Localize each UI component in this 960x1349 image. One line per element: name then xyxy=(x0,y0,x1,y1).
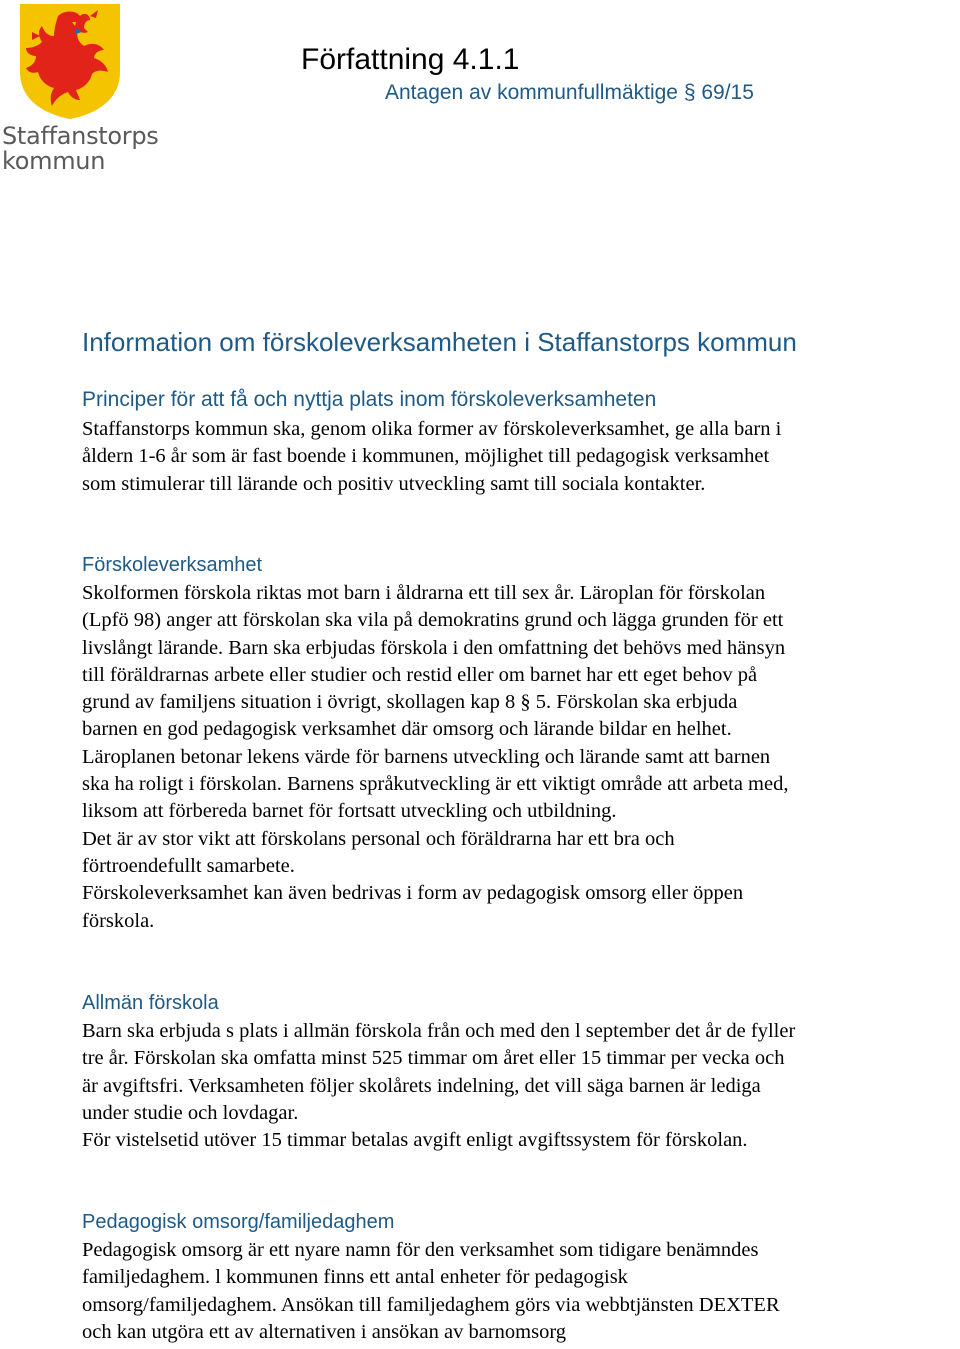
text-line: till föräldrarnas arbete eller studier och restid eller om barnet har ett eget behov på xyxy=(82,663,758,686)
text-line: Skolformen förskola riktas mot barn i åldrarna ett till sex år. Läroplan för förskolan xyxy=(82,582,766,604)
text-line: barnen en god pedagogisk verksamhet där omsorg och lärande bildar en helhet. xyxy=(82,718,732,741)
municipality-name-line2: kommun xyxy=(2,147,106,175)
text-line: och kan utgöra ett av alternativen i ansökan av barnomsorg xyxy=(82,1320,567,1343)
general-preschool-paragraph xyxy=(82,1018,795,1154)
text-line: under studie och lovdagar. xyxy=(82,1101,299,1124)
text-line: Pedagogisk omsorg är ett nyare namn för den verksamhet som tidigare benämndes xyxy=(82,1239,759,1261)
text-line: tre år. Förskolan ska omfatta minst 525 timmar om året eller 15 timmar per vecka och xyxy=(82,1047,785,1070)
family-daycare-heading: Pedagogisk omsorg/familjedaghem xyxy=(82,1211,395,1233)
municipality-name-line1: Staffanstorps xyxy=(2,122,159,150)
text-line: grund av familjens situation i övrigt, skollagen kap 8 § 5. Förskolan ska erbjuda xyxy=(82,691,738,714)
document-number: Författning 4.1.1 xyxy=(301,43,520,76)
municipality-name xyxy=(2,124,158,174)
adoption-note: Antagen av kommunfullmäktige § 69/15 xyxy=(385,81,754,104)
preschool-activity-paragraph xyxy=(82,580,788,935)
page-title: Information om förskoleverksamheten i Staffanstorps kommun xyxy=(82,327,797,357)
text-line: Förskoleverksamhet kan även bedrivas i form av pedagogisk omsorg eller öppen xyxy=(82,882,744,905)
griffin-shield-icon xyxy=(18,2,122,120)
preschool-activity-heading: Förskoleverksamhet xyxy=(82,554,263,576)
text-line: (Lpfö 98) anger att förskolan ska vila på demokratins grund och lägga grunden för ett xyxy=(82,609,784,632)
text-line: Det är av stor vikt att förskolans personal och föräldrarna har ett bra och xyxy=(82,827,675,850)
principles-heading: Principer för att få och nyttja plats inom förskoleverksamheten xyxy=(82,388,657,411)
text-line: som stimulerar till lärande och positiv utveckling samt till sociala kontakter. xyxy=(82,472,706,495)
text-line: För vistelsetid utöver 15 timmar betalas avgift enligt avgiftssystem för förskolan. xyxy=(82,1129,748,1152)
text-line: liksom att förbereda barnet för fortsatt utveckling och utbildning. xyxy=(82,800,617,823)
municipality-logo xyxy=(0,2,159,177)
text-line: livslångt lärande. Barn ska erbjudas förskola i den omfattning det behövs med hänsyn xyxy=(82,636,786,659)
text-line: ska ha roligt i förskolan. Barnens språkutveckling är ett viktigt område att arbeta med, xyxy=(82,773,789,796)
text-line: Staffanstorps kommun ska, genom olika former av förskoleverksamhet, ge alla barn i xyxy=(82,418,782,440)
text-line: familjedaghem. l kommunen finns ett antal enheter för pedagogisk xyxy=(82,1266,628,1289)
principles-paragraph xyxy=(82,416,781,498)
text-line: åldern 1-6 år som är fast boende i kommunen, möjlighet till pedagogisk verksamhet xyxy=(82,445,770,468)
text-line: Barn ska erbjuda s plats i allmän förskola från och med den l september det år de fyller xyxy=(82,1020,796,1042)
family-daycare-paragraph xyxy=(82,1237,780,1346)
text-line: är avgiftsfri. Verksamheten följer skolårets indelning, det vill säga barnen är lediga xyxy=(82,1074,761,1097)
text-line: omsorg/familjedaghem. Ansökan till familjedaghem görs via webbtjänsten DEXTER xyxy=(82,1293,780,1316)
text-line: förskola. xyxy=(82,909,155,932)
text-line: Läroplanen betonar lekens värde för barnens utveckling och lärande samt att barnen xyxy=(82,745,771,768)
general-preschool-heading: Allmän förskola xyxy=(82,992,219,1014)
text-line: förtroendefullt samarbete. xyxy=(82,854,295,877)
